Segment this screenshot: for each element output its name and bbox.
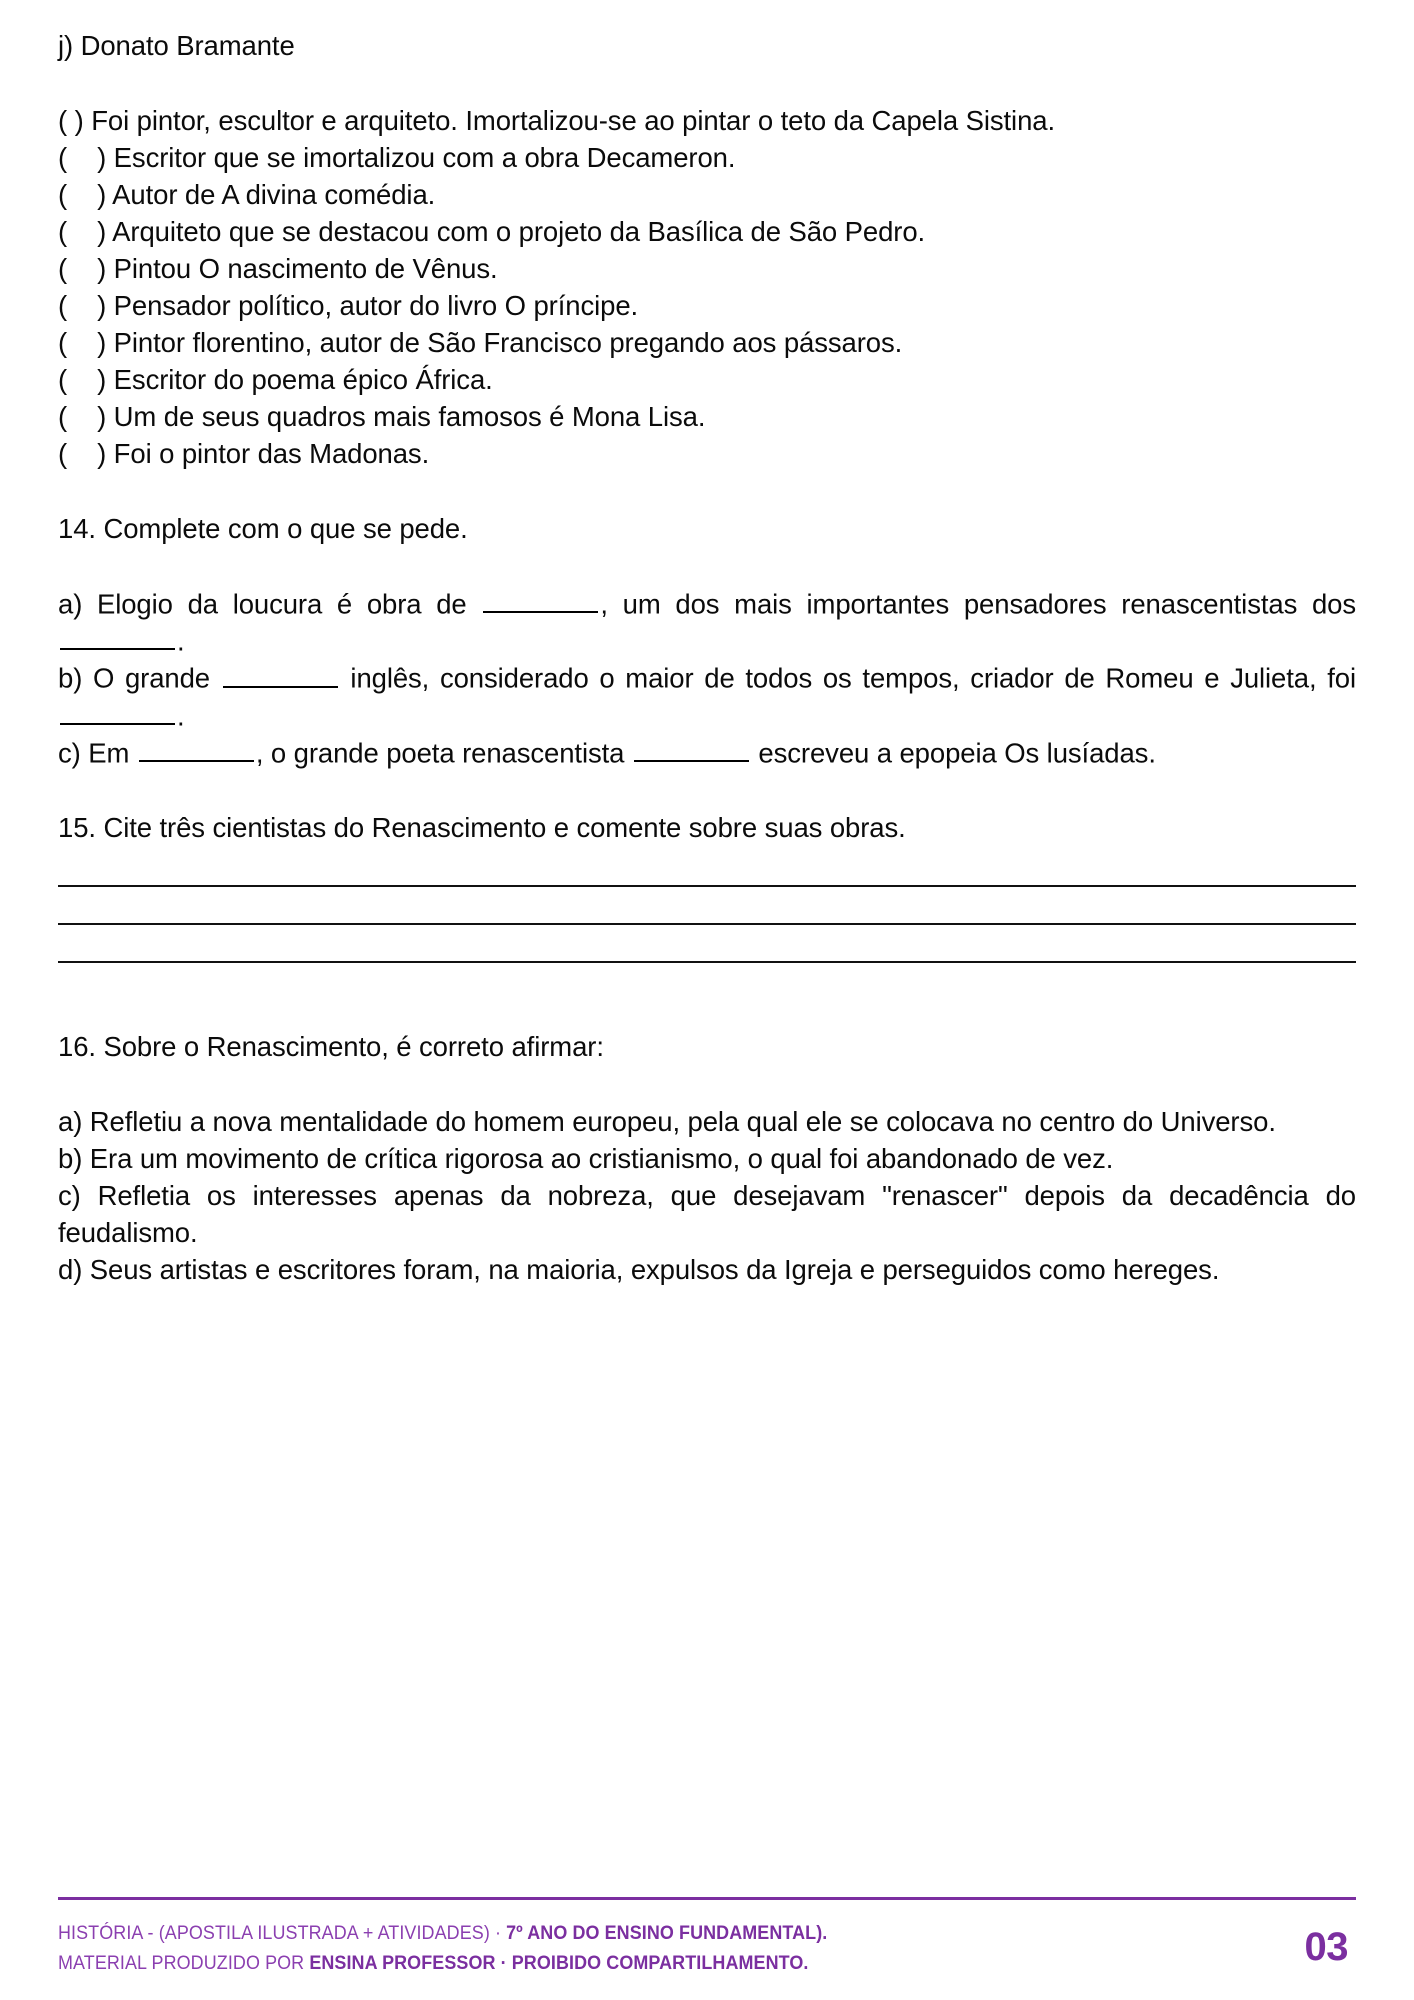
- spacer: [58, 847, 1356, 885]
- q14b-text-3: .: [177, 699, 185, 731]
- fill-in-blank[interactable]: [483, 586, 598, 613]
- answer-line[interactable]: [58, 961, 1356, 963]
- spacer: [58, 473, 1356, 511]
- q14b-text-1: b) O grande: [58, 662, 221, 694]
- question-14-item-a: [58, 586, 1356, 661]
- fill-in-blank[interactable]: [223, 660, 338, 687]
- list-item-label: Pintou O nascimento de Vênus.: [113, 252, 498, 284]
- list-item: ( ) Arquiteto que se destacou com o projeto da Basílica de São Pedro.: [58, 215, 926, 247]
- q14c-text-1: c) Em: [58, 737, 137, 769]
- matching-list: [58, 140, 1356, 473]
- question-16-options: [58, 1104, 1356, 1289]
- footer-content: [58, 1918, 1356, 1978]
- footer-line-1-bold: 7º ANO DO ENSINO FUNDAMENTAL).: [506, 1921, 828, 1944]
- list-item: ( ) Um de seus quadros mais famosos é Mona Lisa.: [58, 400, 706, 432]
- footer-line-1: [58, 1918, 827, 1948]
- fill-in-blank[interactable]: [139, 735, 254, 762]
- spacer: [58, 548, 1356, 586]
- list-item: ( ) Pintou O nascimento de Vênus.: [58, 252, 498, 284]
- list-item: ( ) Pintor florentino, autor de São Francisco pregando aos pássaros.: [58, 326, 903, 358]
- footer-credits: [58, 1918, 894, 1978]
- list-item: ( ) Escritor do poema épico África.: [58, 363, 493, 395]
- list-item-label: Escritor que se imortalizou com a obra Decameron.: [113, 141, 736, 173]
- fill-in-blank[interactable]: [60, 698, 175, 725]
- list-item-label: Autor de A divina comédia.: [112, 178, 436, 210]
- list-item-label: Um de seus quadros mais famosos é Mona Lisa.: [113, 400, 706, 432]
- subheading-donato-bramante: j) Donato Bramante: [58, 30, 295, 61]
- question-14-item-b: [58, 660, 1356, 735]
- spacer: [58, 999, 1356, 1029]
- answer-line[interactable]: [58, 885, 1356, 887]
- list-item-label: Arquiteto que se destacou com o projeto da Basílica de São Pedro.: [112, 215, 926, 247]
- spacer: [58, 65, 1356, 103]
- page-footer: [58, 1897, 1356, 1978]
- list-item: ( ) Escritor que se imortalizou com a obra Decameron.: [58, 141, 736, 173]
- answer-line[interactable]: [58, 923, 1356, 925]
- page-number: 03: [1304, 1925, 1348, 1970]
- list-item: ( ) Pensador político, autor do livro O príncipe.: [58, 289, 639, 321]
- option-c[interactable]: c) Refletia os interesses apenas da nobreza, que desejavam "renascer" depois da decadência do feudalismo.: [58, 1180, 1356, 1249]
- option-b[interactable]: b) Era um movimento de crítica rigorosa ao cristianismo, o qual foi abandonado de vez.: [58, 1143, 1114, 1175]
- footer-divider: [58, 1897, 1356, 1900]
- q14a-text-2: , um dos mais importantes pensadores renascentistas dos: [600, 588, 1356, 620]
- list-item-label: Pintor florentino, autor de São Francisco pregando aos pássaros.: [113, 326, 903, 358]
- matching-intro-item: ( ) Foi pintor, escultor e arquiteto. Imortalizou-se ao pintar o teto da Capela Sistina.: [58, 104, 1055, 136]
- list-item: ( ) Foi o pintor das Madonas.: [58, 437, 430, 469]
- question-14-title: 14. Complete com o que se pede.: [58, 512, 468, 544]
- question-16-title: 16. Sobre o Renascimento, é correto afirmar:: [58, 1031, 604, 1063]
- question-15-title: 15. Cite três cientistas do Renascimento e comente sobre suas obras.: [58, 812, 906, 844]
- q14c-text-2: , o grande poeta renascentista: [255, 737, 632, 769]
- q14a-text-1: a) Elogio da loucura é obra de: [58, 588, 482, 620]
- spacer: [58, 772, 1356, 810]
- list-item-label: Foi o pintor das Madonas.: [113, 437, 430, 469]
- q14a-text-3: .: [177, 625, 185, 657]
- footer-line-2: [58, 1948, 827, 1978]
- footer-line-1-light: HISTÓRIA - (APOSTILA ILUSTRADA + ATIVIDADES) ·: [58, 1921, 507, 1944]
- option-a[interactable]: a) Refletiu a nova mentalidade do homem europeu, pela qual ele se colocava no centro do Universo.: [58, 1106, 1276, 1138]
- question-15-answer-area[interactable]: [58, 885, 1356, 963]
- spacer: [58, 1066, 1356, 1104]
- option-d[interactable]: d) Seus artistas e escritores foram, na maioria, expulsos da Igreja e perseguidos como hereges.: [58, 1254, 1220, 1286]
- footer-line-2-light: MATERIAL PRODUZIDO POR: [58, 1951, 310, 1974]
- q14c-text-3: escreveu a epopeia Os lusíadas.: [750, 737, 1156, 769]
- list-item-label: Escritor do poema épico África.: [113, 363, 493, 395]
- fill-in-blank[interactable]: [60, 623, 175, 650]
- list-item: ( ) Autor de A divina comédia.: [58, 178, 436, 210]
- list-item-label: Pensador político, autor do livro O príncipe.: [113, 289, 639, 321]
- footer-line-2-bold: ENSINA PROFESSOR · PROIBIDO COMPARTILHAMENTO.: [309, 1951, 809, 1974]
- question-14-item-c: [58, 735, 1356, 772]
- fill-in-blank[interactable]: [634, 735, 749, 762]
- q14b-text-2: inglês, considerado o maior de todos os tempos, criador de Romeu e Julieta, foi: [339, 662, 1356, 694]
